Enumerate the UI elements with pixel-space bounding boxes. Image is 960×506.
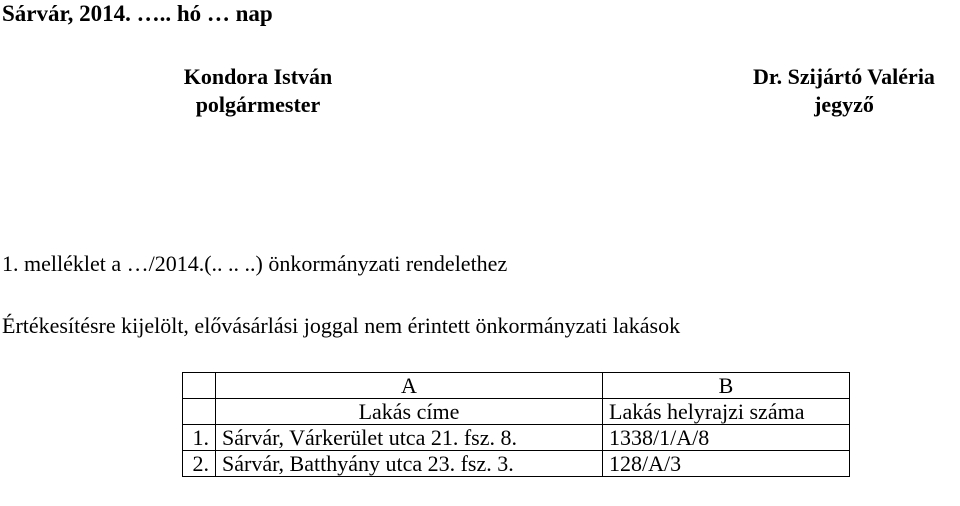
column-letter-b: B <box>603 373 850 399</box>
table-corner-cell <box>183 399 216 425</box>
annex-title: Értékesítésre kijelölt, elővásárlási joggal nem érintett önkormányzati lakások <box>2 313 681 338</box>
mayor-signature-block <box>160 63 356 119</box>
table-header-row <box>183 399 850 425</box>
date-line: Sárvár, 2014. ….. hó … nap <box>2 1 273 26</box>
mayor-name: Kondora István <box>183 64 333 89</box>
column-letter-a: A <box>216 373 603 399</box>
row-number: 2. <box>183 451 216 477</box>
notary-title: jegyző <box>814 92 874 117</box>
mayor-title: polgármester <box>195 92 321 117</box>
column-header-address: Lakás címe <box>216 399 603 425</box>
row-parcel: 1338/1/A/8 <box>603 425 850 451</box>
annex-reference: 1. melléklet a …/2014.(.. .. ..) önkormányzati rendelethez <box>2 251 508 276</box>
row-address: Sárvár, Várkerület utca 21. fsz. 8. <box>216 425 603 451</box>
apartment-table <box>182 372 850 477</box>
table-corner-cell <box>183 373 216 399</box>
table-row <box>183 425 850 451</box>
column-header-parcel: Lakás helyrajzi száma <box>603 399 850 425</box>
notary-signature-block <box>722 63 960 119</box>
row-address: Sárvár, Batthyány utca 23. fsz. 3. <box>216 451 603 477</box>
table-letter-row <box>183 373 850 399</box>
table-row <box>183 451 850 477</box>
notary-name: Dr. Szijártó Valéria <box>753 64 935 89</box>
row-parcel: 128/A/3 <box>603 451 850 477</box>
row-number: 1. <box>183 425 216 451</box>
